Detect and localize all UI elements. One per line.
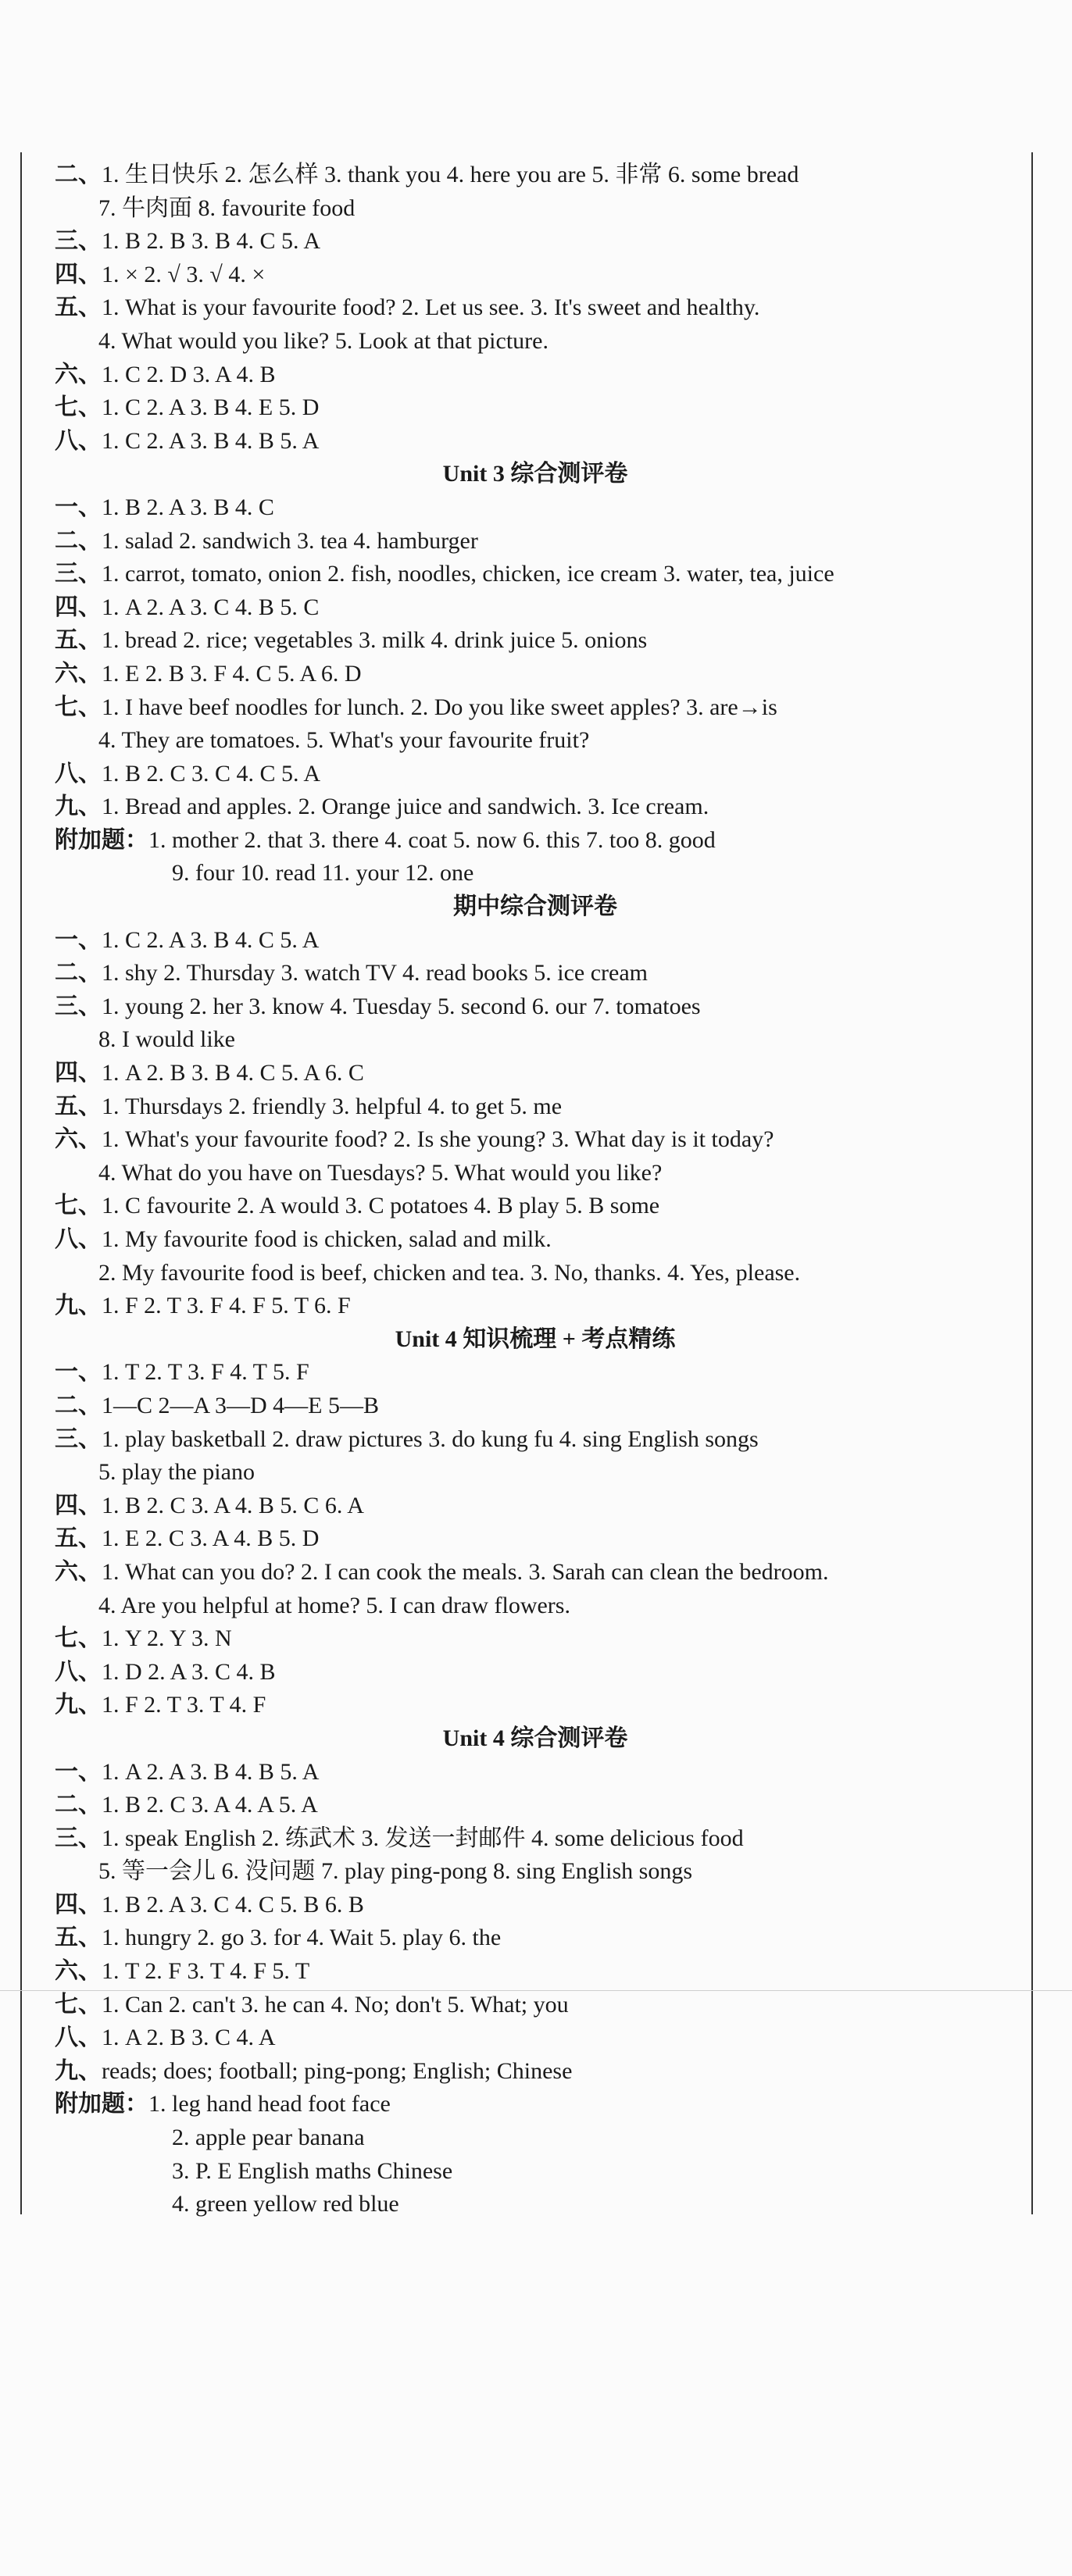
answer-line [55,1290,1039,1323]
question-label: 九、 [55,1692,102,1718]
question-label: 八、 [55,760,102,787]
answer-line [55,1456,1039,1490]
answer-text: 5. 等一会儿 6. 没问题 7. play ping-pong 8. sing English songs [98,1858,693,1885]
answer-text: 1. C 2. A 3. B 4. C 5. A [102,926,320,953]
answer-line [55,1123,1039,1157]
answer-text: 1. E 2. C 3. A 4. B 5. D [102,1525,320,1552]
answer-line [55,658,1039,691]
question-label: 三、 [55,1425,102,1452]
answer-line [55,1090,1039,1124]
answer-text: 1. My favourite food is chicken, salad and milk. [102,1226,552,1252]
answer-text: 1. × 2. √ 3. √ 4. × [102,261,266,287]
answer-text: 4. They are tomatoes. 5. What's your favourite fruit? [98,727,590,754]
question-label: 四、 [55,1492,102,1518]
section-heading [55,890,1039,924]
answer-text: 1. A 2. B 3. B 4. C 5. A 6. C [102,1060,364,1086]
answer-text: 1. play basketball 2. draw pictures 3. do kung fu 4. sing English songs [102,1425,759,1452]
answer-line [55,1223,1039,1257]
answer-text: 1. What can you do? 2. I can cook the meals. 3. Sarah can clean the bedroom. [102,1558,829,1585]
question-label: 五、 [55,294,102,321]
answer-text: 1. A 2. A 3. C 4. B 5. C [102,594,320,620]
answer-line [55,957,1039,990]
answer-line [55,591,1039,625]
question-label: 六、 [55,660,102,687]
section-title: Unit 4 知识梳理 + 考点精练 [395,1325,676,1352]
question-label: 六、 [55,361,102,387]
question-label: 七、 [55,394,102,421]
question-label: 五、 [55,1525,102,1552]
answer-line [55,990,1039,1024]
question-label: 五、 [55,627,102,654]
answer-text: 1. Can 2. can't 3. he can 4. No; don't 5. What; you [102,1991,569,2018]
question-label: 四、 [55,261,102,287]
answer-line [55,2155,1039,2189]
answer-line [55,1955,1039,1989]
answer-line [55,1257,1039,1290]
question-label: 八、 [55,1226,102,1252]
answer-line [55,924,1039,958]
question-label: 一、 [55,1359,102,1386]
answer-text: 9. four 10. read 11. your 12. one [172,860,474,887]
answer-line [55,491,1039,525]
answer-line [55,2021,1039,2055]
answer-line [55,325,1039,359]
answer-text: 7. 牛肉面 8. favourite food [98,194,356,221]
question-label: 一、 [55,494,102,520]
question-label: 五、 [55,1093,102,1119]
answer-text: 1. Y 2. Y 3. N [102,1625,232,1652]
answer-text: 1. T 2. T 3. F 4. T 5. F [102,1359,309,1386]
section-title: Unit 3 综合测评卷 [442,461,628,487]
section-heading [55,458,1039,491]
answer-text: 1. B 2. C 3. C 4. C 5. A [102,760,321,787]
answer-text: 1. B 2. A 3. C 4. C 5. B 6. B [102,1891,364,1918]
answer-line [55,2055,1039,2089]
question-label: 六、 [55,1958,102,1985]
question-label: 八、 [55,2025,102,2051]
answer-text: reads; does; football; ping-pong; English; Chinese [102,2057,573,2084]
answer-line [55,624,1039,658]
answer-line [55,1822,1039,1856]
question-label: 六、 [55,1558,102,1585]
answer-line [55,291,1039,325]
answer-line [55,1789,1039,1822]
answer-text: 1. A 2. A 3. B 4. B 5. A [102,1758,320,1785]
question-label: 六、 [55,1126,102,1153]
answer-line [55,1423,1039,1457]
answer-text: 1. B 2. C 3. A 4. A 5. A [102,1792,318,1818]
answer-text: 1. C 2. A 3. B 4. B 5. A [102,427,320,454]
answer-text: 1. speak English 2. 练武术 3. 发送一封邮件 4. some delicious food [102,1825,744,1851]
answer-line [55,391,1039,425]
answer-line [55,1756,1039,1789]
answer-line [55,758,1039,791]
question-label: 八、 [55,1658,102,1685]
answer-line [55,1589,1039,1623]
answer-list [55,159,1039,2221]
answer-text: 1. mother 2. that 3. there 4. coat 5. now 6. this 7. too 8. good [148,826,716,853]
answer-text: 5. play the piano [98,1459,255,1486]
answer-line [55,2121,1039,2155]
question-label: 九、 [55,2057,102,2084]
answer-text: 1. hungry 2. go 3. for 4. Wait 5. play 6. the [102,1925,502,1951]
answer-line [55,1023,1039,1057]
question-label: 七、 [55,1193,102,1219]
answer-line [55,1689,1039,1722]
question-label: 三、 [55,1825,102,1851]
answer-text: 2. apple pear banana [172,2125,365,2151]
answer-text: 1. F 2. T 3. T 4. F [102,1692,266,1718]
scan-line [0,1990,1072,1991]
answer-line [55,1356,1039,1390]
question-label: 三、 [55,561,102,587]
answer-text: 1. leg hand head foot face [148,2091,391,2118]
answer-line [55,790,1039,824]
answer-text: 1. F 2. T 3. F 4. F 5. T 6. F [102,1293,351,1319]
answer-line [55,1656,1039,1689]
answer-text: 1. What is your favourite food? 2. Let us see. 3. It's sweet and healthy. [102,294,760,321]
answer-text: 1. C 2. D 3. A 4. B [102,361,276,387]
question-label: 二、 [55,527,102,554]
question-label: 九、 [55,1293,102,1319]
answer-text: 1. shy 2. Thursday 3. watch TV 4. read books 5. ice cream [102,960,649,987]
answer-line [55,1889,1039,1922]
answer-text: 1. What's your favourite food? 2. Is she young? 3. What day is it today? [102,1126,774,1153]
answer-text: 3. P. E English maths Chinese [172,2157,453,2184]
answer-text: 4. green yellow red blue [172,2191,399,2217]
answer-line [55,1989,1039,2022]
answer-line [55,824,1039,858]
answer-line [55,2188,1039,2221]
answer-text: 1. Thursdays 2. friendly 3. helpful 4. to get 5. me [102,1093,563,1119]
question-label: 一、 [55,1758,102,1785]
answer-line [55,159,1039,192]
answer-line [55,259,1039,292]
question-label: 二、 [55,1792,102,1818]
answer-line [55,1855,1039,1889]
question-label: 二、 [55,162,102,187]
answer-text: 4. Are you helpful at home? 5. I can draw flowers. [98,1592,570,1618]
answer-line [55,1190,1039,1223]
answer-text: 1. B 2. B 3. B 4. C 5. A [102,228,321,255]
answer-line [55,1057,1039,1090]
answer-text: 1. 生日快乐 2. 怎么样 3. thank you 4. here you are 5. 非常 6. some bread [102,162,799,187]
answer-text: 1. Bread and apples. 2. Orange juice and sandwich. 3. Ice cream. [102,794,709,820]
answer-text: 4. What do you have on Tuesdays? 5. What would you like? [98,1159,663,1186]
answer-line [55,1622,1039,1656]
question-label: 七、 [55,694,102,720]
question-label: 三、 [55,228,102,255]
answer-line [55,2088,1039,2121]
answer-line [55,558,1039,591]
question-label: 二、 [55,960,102,987]
section-heading [55,1323,1039,1357]
question-label: 四、 [55,1891,102,1918]
answer-line [55,425,1039,458]
question-label: 一、 [55,926,102,953]
answer-line [55,1390,1039,1423]
answer-text: 1. bread 2. rice; vegetables 3. milk 4. drink juice 5. onions [102,627,648,654]
answer-text: 1. C favourite 2. A would 3. C potatoes 4. B play 5. B some [102,1193,660,1219]
answer-text: 1. I have beef noodles for lunch. 2. Do you like sweet apples? 3. are→is [102,694,777,720]
answer-line [55,192,1039,226]
question-label: 三、 [55,993,102,1019]
section-title: 期中综合测评卷 [453,894,617,920]
answer-line [55,525,1039,558]
question-label: 附加题： [55,2091,148,2118]
question-label: 四、 [55,1060,102,1086]
answer-text: 1. B 2. C 3. A 4. B 5. C 6. A [102,1492,364,1518]
answer-text: 1. carrot, tomato, onion 2. fish, noodles, chicken, ice cream 3. water, tea, juice [102,561,834,587]
question-label: 五、 [55,1925,102,1951]
question-label: 七、 [55,1625,102,1652]
answer-line [55,1921,1039,1955]
answer-line [55,1490,1039,1523]
question-label: 附加题： [55,826,148,853]
answer-line [55,1522,1039,1556]
answer-line [55,225,1039,259]
answer-text: 1. young 2. her 3. know 4. Tuesday 5. second 6. our 7. tomatoes [102,993,701,1019]
answer-text: 1. A 2. B 3. C 4. A [102,2025,276,2051]
question-label: 四、 [55,594,102,620]
answer-line [55,691,1039,725]
answer-text: 8. I would like [98,1026,235,1053]
answer-line [55,1556,1039,1589]
answer-line [55,1157,1039,1190]
answer-text: 4. What would you like? 5. Look at that picture. [98,327,549,354]
question-label: 二、 [55,1392,102,1418]
answer-text: 1. salad 2. sandwich 3. tea 4. hamburger [102,527,478,554]
answer-line [55,359,1039,392]
question-label: 九、 [55,794,102,820]
answer-text: 1—C 2—A 3—D 4—E 5—B [102,1392,380,1418]
section-heading [55,1722,1039,1756]
question-label: 七、 [55,1991,102,2018]
answer-line [55,857,1039,890]
question-label: 八、 [55,427,102,454]
answer-line [55,724,1039,758]
answer-text: 1. D 2. A 3. C 4. B [102,1658,276,1685]
answer-page [20,152,1033,2217]
section-title: Unit 4 综合测评卷 [442,1725,628,1751]
answer-text: 1. T 2. F 3. T 4. F 5. T [102,1958,310,1985]
answer-text: 1. E 2. B 3. F 4. C 5. A 6. D [102,660,362,687]
answer-text: 1. C 2. A 3. B 4. E 5. D [102,394,320,421]
answer-text: 1. B 2. A 3. B 4. C [102,494,274,520]
answer-text: 2. My favourite food is beef, chicken and tea. 3. No, thanks. 4. Yes, please. [98,1259,801,1286]
